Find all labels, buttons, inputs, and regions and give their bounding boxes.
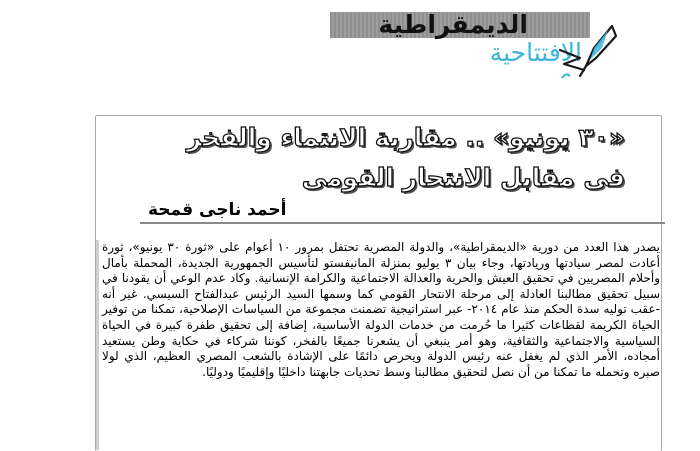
quill-pen-icon	[550, 18, 630, 98]
headline-line-2: فى مقابل الانتحار القومى	[301, 163, 625, 192]
column-rule	[96, 240, 99, 450]
byline	[140, 200, 665, 224]
section-title: الديمقراطية	[378, 10, 528, 39]
body-paragraph: يصدر هذا العدد من دورية «الديمقراطية»، والدولة المصرية تحتفل بمرور ١٠ أعوام على «ثورة ٣٠ يونيو»، ثورة أعادت لمصر سيادتها وريادتها، وجاء بيان ٣ يوليو بمنزلة المانيفستو لتأسيس الجمهورية الجديدة، المحملة بأمال وأحلام المصريين في تحقيق العيش والحرية والعدالة الاجتماعية والكرامة الإنسانية. وكاد عدم الوعي أن يقودنا في سبيل تحقيق مطالبنا العادلة إلى مرحلة الانتحار القومي كما وسمها السيد الرئيس عبدالفتاح السيسي. غير أنه -عقب توليه سدة الحكم منذ عام ٢٠١٤- عبر استراتيجية تضمنت مجموعة من السياسات الإصلاحية، تمكنا من توفير الحياة الكريمة لقطاعات كثيرا ما حُرمت من خدمات الدولة الأساسية، إضافة إلى تحقيق طفرة كبيرة في الحياة السياسية والاجتماعية والثقافية، وهو أمر ينبغي أن يشعرنا جميعًا بالفخر، كوننا شركاء في حكاية وطن يستعيد أمجاده، الأمر الذي لم يغفل عنه رئيس الدولة ويحرص دائمًا على الإشادة بالشعب المصري العظيم، الذي لولا صبره وتحمله ما تمكنا من أن نصل لتحقيق مطالبنا وسط تحديات جابهتنا داخليًا وإقليميًا ودوليًا.	[102, 240, 661, 379]
article-body	[102, 240, 660, 380]
article-headline	[65, 118, 625, 198]
headline-line-1: «٣٠ يونيو» .. مقاربة الانتماء والفخر	[186, 123, 625, 152]
section-subtitle: الافتتاحية	[489, 38, 582, 67]
byline-rule	[140, 222, 665, 224]
author-name: أحمد ناجى قمحة	[148, 200, 287, 220]
